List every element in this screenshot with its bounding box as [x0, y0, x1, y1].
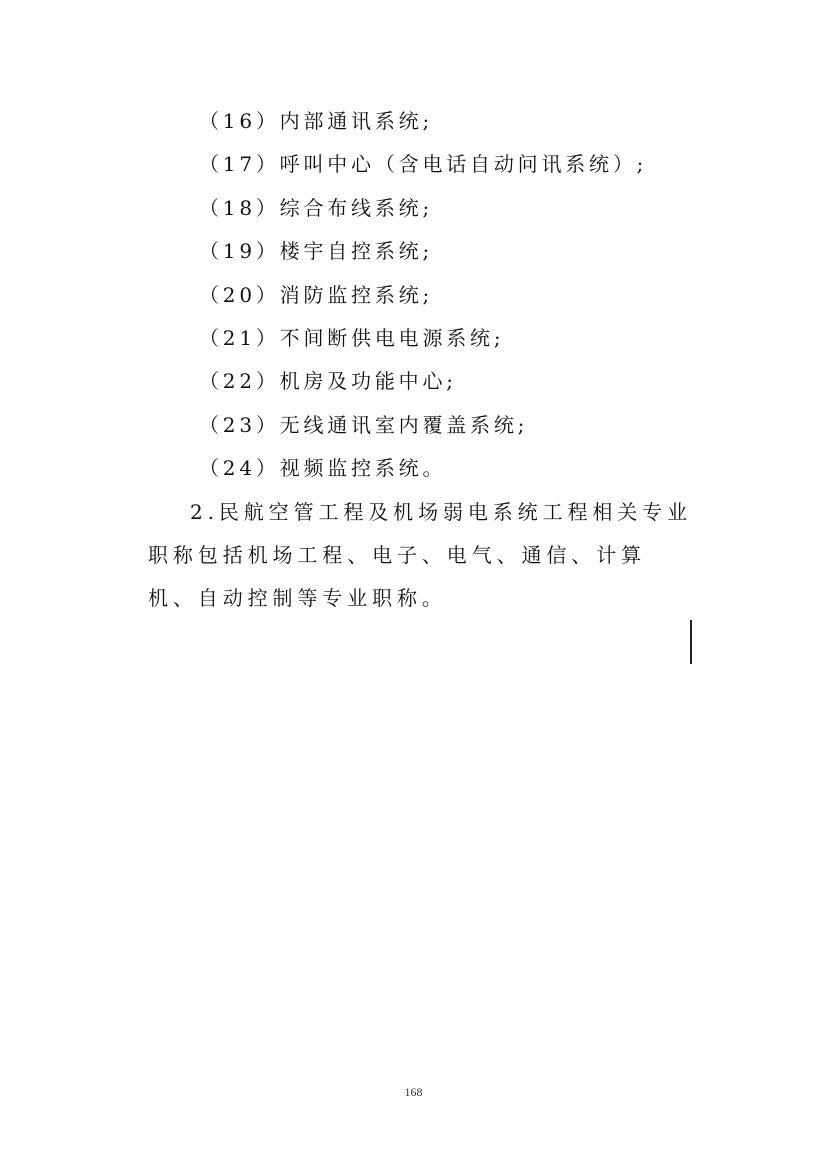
list-item-22: （22）机房及功能中心; — [199, 369, 457, 394]
page-number: 168 — [404, 1085, 423, 1099]
list-item-20: （20）消防监控系统; — [199, 282, 433, 307]
body-paragraph: 2.民航空管工程及机场弱电系统工程相关专业职称包括机场工程、电子、电气、通信、计算机、自动控制等专业职称。 — [148, 499, 692, 611]
margin-rule-divider — [690, 620, 692, 664]
page-body — [148, 100, 693, 620]
list-item-16: （16）内部通讯系统; — [199, 109, 433, 133]
list-item-23: （23）无线通讯室内覆盖系统; — [199, 412, 529, 437]
list-item-17: （17）呼叫中心（含电话自动问讯系统）; — [199, 152, 648, 177]
list-item-19: （19）楼宇自控系统; — [199, 239, 433, 264]
list-item-21: （21）不间断供电电源系统; — [199, 325, 505, 350]
list-item-18: （18）综合布线系统; — [199, 195, 433, 220]
list-item-24: （24）视频监控系统。 — [199, 456, 447, 481]
